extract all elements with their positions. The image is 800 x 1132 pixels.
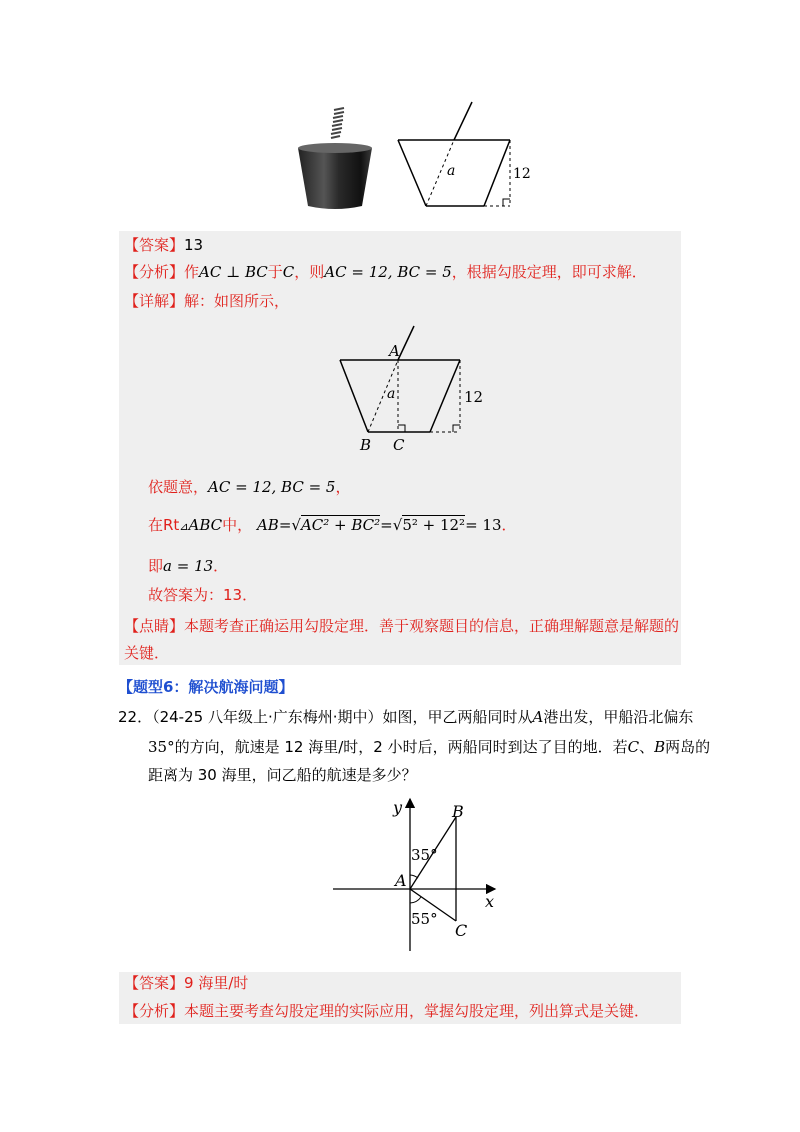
triangle-symbol: ⊿ — [179, 520, 189, 533]
comment-line-1 — [124, 616, 679, 636]
trapezoid-figure-1 — [392, 100, 542, 212]
condition-math: AC = 12, BC = 5 — [208, 478, 336, 496]
question-text: 港出发，甲船沿北偏东 — [543, 708, 694, 726]
analysis-text: ，则 — [294, 263, 325, 281]
question-text: 两岛的 — [665, 738, 711, 756]
comment-line-2 — [124, 643, 169, 663]
condition-text: ， — [335, 478, 351, 496]
pythagoras-text: 在Rt — [148, 516, 180, 534]
comment-text: 本题考查正确运用勾股定理．善于观察题目的信息，正确理解题意是解题的 — [184, 617, 680, 635]
trapezoid-figure-2 — [330, 324, 490, 454]
fig2-label-12: 12 — [464, 388, 484, 406]
analysis-text: 于 — [267, 263, 283, 281]
pythagoras-line — [148, 515, 517, 537]
analysis-tag: 【分析】 — [124, 1002, 185, 1020]
pythagoras-math: AC² + BC² — [300, 516, 381, 534]
condition-line — [148, 477, 351, 497]
question-text: 的方向，航速是 12 海里/时，2 小时后，两船同时到达了目的地．若 — [174, 738, 628, 756]
pythagoras-math: ABC — [188, 516, 223, 534]
result-line — [148, 556, 228, 576]
pythagoras-text: 中， — [222, 516, 253, 534]
fig3-label-A: A — [395, 871, 407, 890]
condition-text: 依题意， — [148, 478, 209, 496]
section-title: 【题型6：解决航海问题】 — [118, 678, 294, 696]
fig3-label-y: y — [393, 798, 403, 817]
analysis-line-1 — [124, 262, 647, 282]
fig1-label-a: a — [447, 163, 456, 179]
analysis-math: C — [282, 263, 295, 281]
navigation-diagram — [325, 793, 505, 953]
fig1-label-12: 12 — [513, 166, 531, 182]
analysis-text: ，根据勾股定理，即可求解． — [451, 263, 647, 281]
question-angle: 35° — [148, 738, 175, 756]
pythagoras-math: = — [278, 516, 292, 534]
question-line-1 — [118, 707, 693, 727]
analysis-math: AC ⊥ BC — [199, 263, 268, 281]
analysis-text: 作 — [184, 263, 200, 281]
fig3-label-x: x — [485, 892, 495, 911]
detail-tag: 【详解】 — [124, 292, 185, 310]
root-sign: √ — [291, 516, 301, 534]
root-sign: √ — [392, 516, 403, 534]
answer-tag: 【答案】 — [124, 236, 185, 254]
final-answer-text: 故答案为：13． — [148, 586, 258, 604]
comment-tag: 【点睛】 — [124, 617, 185, 635]
answer-tag: 【答案】 — [124, 974, 185, 992]
fig3-label-C: C — [455, 921, 468, 940]
fig2-label-B: B — [360, 436, 372, 454]
analysis-text: 本题主要考查勾股定理的实际应用，掌握勾股定理，列出算式是关键． — [184, 1002, 650, 1020]
fig2-label-C: C — [393, 436, 405, 454]
question-math: B — [654, 738, 666, 756]
answer-value: 9 海里/时 — [184, 974, 249, 992]
comment-text: 关键． — [124, 644, 170, 662]
result-math: a = 13 — [163, 557, 214, 575]
question-line-3 — [148, 765, 417, 785]
answer-value: 13 — [184, 236, 204, 254]
result-text: 即 — [148, 557, 164, 575]
cup-illustration — [290, 100, 380, 212]
fig3-angle-55: 55° — [411, 910, 438, 928]
fig3-label-B: B — [452, 802, 464, 821]
detail-text: 解：如图所示， — [184, 292, 290, 310]
analysis-math: AC = 12, BC = 5 — [324, 263, 452, 281]
fig3-angle-35: 35° — [411, 846, 438, 864]
question-math: C — [627, 738, 640, 756]
question-line-2 — [148, 737, 710, 757]
pythagoras-math: = 13 — [465, 516, 502, 534]
question-text: 距离为 30 海里，问乙船的航速是多少？ — [148, 766, 417, 784]
answer-line-3 — [124, 973, 248, 993]
answer-line-1 — [124, 235, 203, 255]
pythagoras-math: 5² + 12² — [402, 516, 466, 534]
detail-line — [124, 291, 289, 311]
pythagoras-text: ． — [501, 516, 517, 534]
question-number: 22． — [118, 708, 153, 726]
final-answer-line — [148, 585, 257, 605]
result-text: ． — [213, 557, 229, 575]
analysis-tag: 【分析】 — [124, 263, 185, 281]
question-text: （24-25 八年级上·广东梅州·期中）如图，甲乙两船同时从 — [152, 708, 533, 726]
fig2-label-a: a — [387, 386, 396, 402]
analysis-line-3 — [124, 1001, 649, 1021]
pythagoras-math: AB — [256, 516, 279, 534]
question-text: 、 — [639, 738, 655, 756]
question-math: A — [532, 708, 544, 726]
fig2-label-A: A — [389, 342, 400, 360]
pythagoras-math: = — [380, 516, 393, 534]
